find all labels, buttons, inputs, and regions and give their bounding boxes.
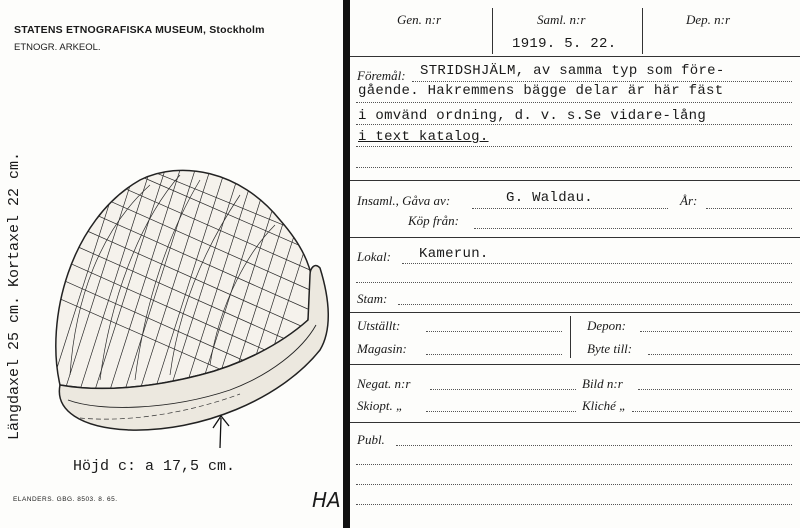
dotted-line bbox=[412, 81, 792, 82]
card-divider bbox=[343, 0, 350, 528]
foremal-line: i text katalog. bbox=[358, 129, 489, 145]
dotted-line bbox=[426, 354, 562, 355]
header-separator bbox=[642, 8, 643, 54]
dotted-line bbox=[430, 389, 576, 390]
stam-label: Stam: bbox=[357, 291, 388, 306]
utstallt-label: Utställt: bbox=[357, 318, 401, 333]
section-rule bbox=[350, 237, 800, 238]
dotted-line bbox=[640, 331, 792, 332]
dotted-line bbox=[356, 124, 792, 125]
lokal-value: Kamerun. bbox=[419, 246, 489, 262]
dotted-line bbox=[356, 102, 792, 103]
printer-imprint: ELANDERS. GBG. 8503. 8. 65. bbox=[13, 496, 118, 503]
dotted-line bbox=[426, 411, 576, 412]
lokal-label: Lokal: bbox=[357, 249, 391, 264]
museum-name-text: STATENS ETNOGRAFISKA MUSEUM bbox=[14, 24, 203, 36]
kop-label: Köp från: bbox=[408, 213, 459, 228]
saml-number-value: 1919. 5. 22. bbox=[512, 36, 617, 52]
dotted-line bbox=[402, 263, 792, 264]
saml-number-label: Saml. n:r bbox=[537, 12, 586, 27]
foremal-line: gående. Hakremmens bägge delar är här fäst bbox=[358, 83, 724, 99]
depon-label: Depon: bbox=[587, 318, 626, 333]
dotted-line bbox=[356, 464, 792, 465]
section-rule bbox=[350, 422, 800, 423]
handwritten-initials: HA bbox=[312, 488, 341, 512]
publ-label: Publ. bbox=[357, 432, 385, 447]
section-rule bbox=[350, 364, 800, 365]
header-separator bbox=[492, 8, 493, 54]
year-label: År: bbox=[680, 193, 698, 208]
dotted-line bbox=[356, 282, 792, 283]
dimensions-label: Längdaxel 25 cm. Kortaxel 22 cm. bbox=[6, 151, 23, 440]
dotted-line bbox=[472, 208, 668, 209]
skiopt-label: Skiopt. „ bbox=[357, 398, 404, 413]
dotted-line bbox=[356, 146, 792, 147]
helmet-drawing bbox=[40, 150, 340, 450]
column-separator bbox=[570, 316, 571, 358]
department-label: ETNOGR. ARKEOL. bbox=[14, 42, 101, 53]
museum-city: Stockholm bbox=[209, 24, 265, 36]
height-label: Höjd c: a 17,5 cm. bbox=[73, 458, 236, 475]
dotted-line bbox=[396, 445, 792, 446]
dotted-line bbox=[356, 484, 792, 485]
kliche-label: Kliché „ bbox=[582, 398, 627, 413]
arrow-icon bbox=[213, 416, 229, 448]
dotted-line bbox=[474, 228, 792, 229]
byte-label: Byte till: bbox=[587, 341, 633, 356]
museum-name: STATENS ETNOGRAFISKA MUSEUM, Stockholm bbox=[14, 24, 265, 36]
section-rule bbox=[350, 312, 800, 313]
dotted-line bbox=[706, 208, 792, 209]
foremal-line: STRIDSHJÄLM, av samma typ som före- bbox=[420, 63, 725, 79]
magasin-label: Magasin: bbox=[357, 341, 407, 356]
dotted-line bbox=[638, 389, 792, 390]
dotted-line bbox=[426, 331, 562, 332]
foremal-line: i omvänd ordning, d. v. s.Se vidare-lång bbox=[358, 108, 707, 124]
insaml-value: G. Waldau. bbox=[506, 190, 594, 206]
foremal-label: Föremål: bbox=[357, 68, 406, 83]
gen-number-label: Gen. n:r bbox=[397, 12, 442, 27]
section-rule bbox=[350, 56, 800, 57]
negat-label: Negat. n:r bbox=[357, 376, 411, 391]
dotted-line bbox=[356, 504, 792, 505]
section-rule bbox=[350, 180, 800, 181]
dotted-line bbox=[356, 167, 792, 168]
dotted-line bbox=[398, 304, 792, 305]
dep-number-label: Dep. n:r bbox=[686, 12, 731, 27]
bild-label: Bild n:r bbox=[582, 376, 623, 391]
dotted-line bbox=[632, 411, 792, 412]
dotted-line bbox=[648, 354, 792, 355]
insaml-label: Insaml., Gåva av: bbox=[357, 193, 451, 208]
